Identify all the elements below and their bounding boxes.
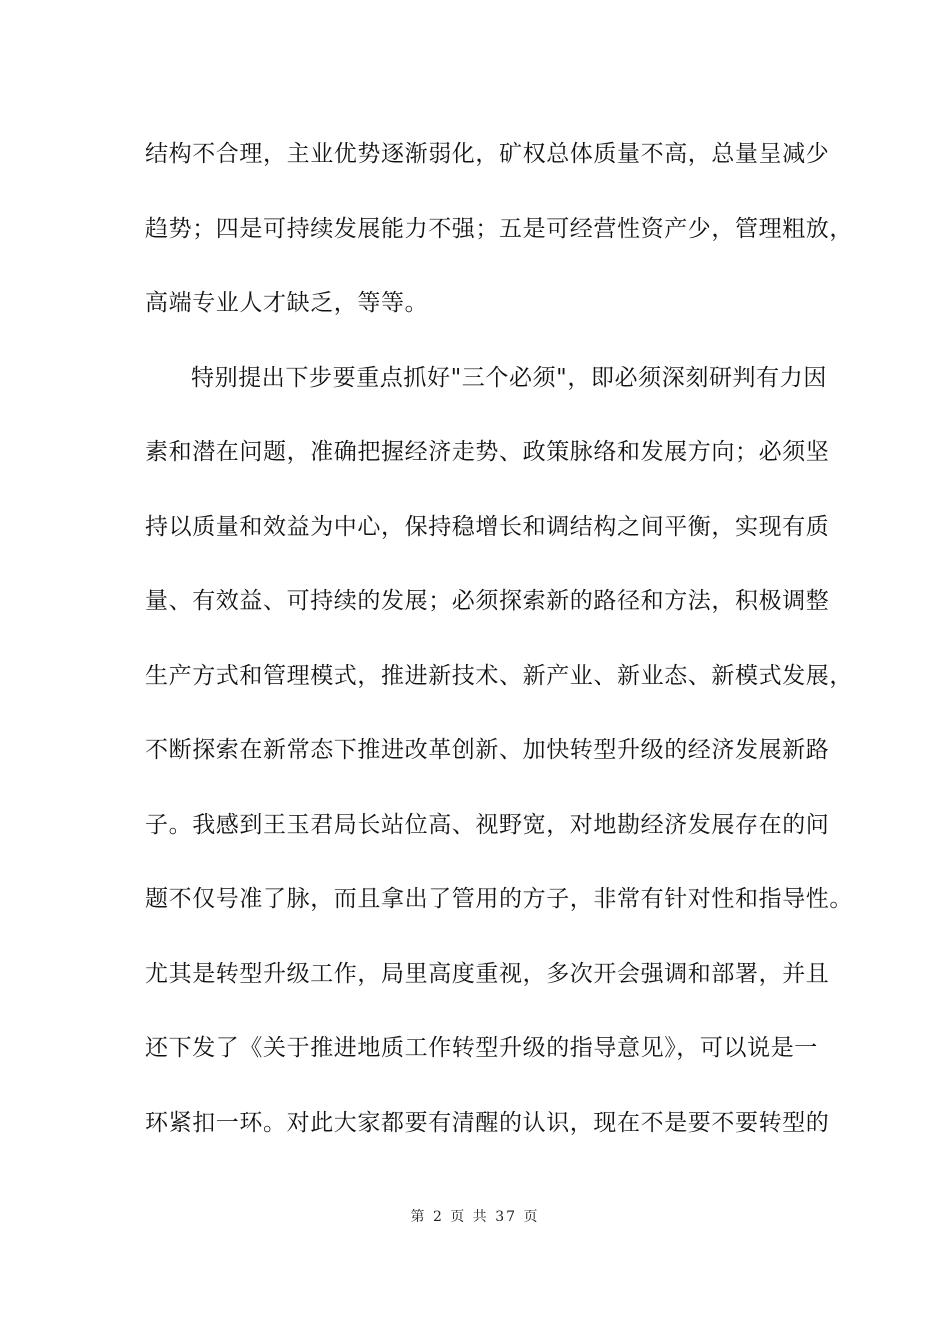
body-text-line: 量、有效益、可持续的发展；必须探索新的路径和方法，积极调整 [145, 588, 830, 614]
body-text-line: 趋势；四是可持续发展能力不强；五是可经营性资产少，管理粗放， [145, 216, 853, 242]
body-text-line: 高端专业人才缺乏，等等。 [145, 290, 429, 316]
body-text-line: 结构不合理，主业优势逐渐弱化，矿权总体质量不高，总量呈减少 [145, 141, 830, 167]
body-text-line: 尤其是转型升级工作，局里高度重视，多次开会强调和部署，并且 [145, 961, 830, 987]
body-text-line: 素和潜在问题，准确把握经济走势、政策脉络和发展方向；必须坚 [145, 439, 830, 465]
body-text-line: 生产方式和管理模式，推进新技术、新产业、新业态、新模式发展， [145, 663, 853, 689]
body-text-line: 还下发了《关于推进地质工作转型升级的指导意见》，可以说是一 [145, 1035, 818, 1061]
body-text-line: 子。我感到王玉君局长站位高、视野宽，对地勘经济发展存在的问 [145, 812, 830, 838]
page-number-footer: 第 2 页 共 37 页 [410, 1209, 540, 1225]
body-text-line: 题不仅号准了脉，而且拿出了管用的方子，非常有针对性和指导性。 [145, 886, 853, 912]
paragraph-first-line: 特别提出下步要重点抓好"三个必须"，即必须深刻研判有力因 [191, 365, 827, 391]
body-text-line: 环紧扣一环。对此大家都要有清醒的认识，现在不是要不要转型的 [145, 1110, 830, 1136]
body-text-line: 持以质量和效益为中心，保持稳增长和调结构之间平衡，实现有质 [145, 514, 830, 540]
body-text-line: 不断探索在新常态下推进改革创新、加快转型升级的经济发展新路 [145, 737, 830, 763]
